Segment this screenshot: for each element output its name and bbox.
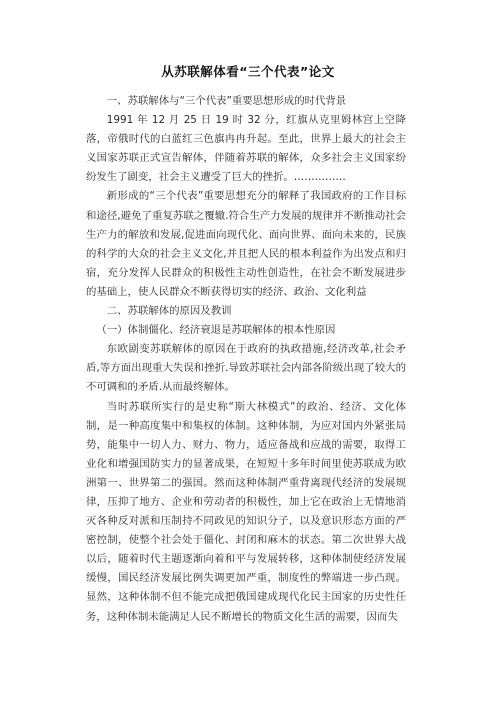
paragraph-4: 当时苏联所实行的是史称“斯大林模式”的政治、经济、文化体制，是一种高度集中和集权的体制。这种体制，为应对国内外紧张局势，能集中一切人力、财力、物力，适应备战和应战的需要，取得工业化和增强国防实力的显著成果，在短短十多年时间里使苏联成为欧洲第一、世界第二的强国。然而这种体制严重背离现代经济的发展规律，压抑了地方、企业和劳动者的积极性，加上它在政治上无情地消灭各种反对派和压制持不同政见的知识分子，以及意识形态方面的严密控制，使整个社会处于僵化、封闭和麻木的状态。第二次世界大战以后，随着时代主题逐渐向着和平与发展转移，这种体制使经济发展缓慢，国民经济发展比例失调更加严重，制度性的弊端进一步凸现。显然，这种体制不但不能完成把俄国建成现代化民主国家的历史性任务，这种体制未能满足人民不断增长的物质文化生活的需要，因而失 xyxy=(86,400,406,623)
subsection-heading-1: （一）体制僵化、经济衰退是苏联解体的根本性原因 xyxy=(96,324,336,337)
section-heading-1: 一、苏联解体与“三个代表”重要思想形成的时代背景 xyxy=(106,95,347,107)
paragraph-3: 东欧剧变苏联解体的原因在于政府的执政措施,经济改革,社会矛盾,等方面出现重大失误和挫折.导致苏联社会内部各阶级出现了较大的不可调和的矛盾.从而最终解体。 xyxy=(86,343,406,394)
page-title: 从苏联解体看“三个代表”论文 xyxy=(161,64,335,79)
document-body xyxy=(86,92,406,627)
paragraph-1: 1991 年 12 月 25 日 19 时 32 分，红旗从克里姆林宫上空降落，帝俄时代的白蓝红三色旗冉冉升起。至此，世界上最大的社会主义国家苏联正式宣告解体，伴随着苏联的解体，众多社会主义国家纷纷发生了剧变，社会主义遭受了巨大的挫折。…………… xyxy=(86,114,406,184)
paragraph-2: 新形成的“三个代表”重要思想充分的解释了我国政府的工作目标和途径,避免了重复苏联之覆辙.符合生产力发展的规律并不断推动社会生产力的解放和发展,促进面向现代化、面向世界、面向未来的，民族的科学的大众的社会主义文化,并且把人民的根本利益作为出发点和归宿，充分发挥人民群众的积极性主动性创造性，在社会不断发展进步的基础上，使人民群众不断获得切实的经济、政治、文化利益 xyxy=(86,190,406,298)
section-heading-2: 二、苏联解体的原因及教训 xyxy=(106,305,232,318)
